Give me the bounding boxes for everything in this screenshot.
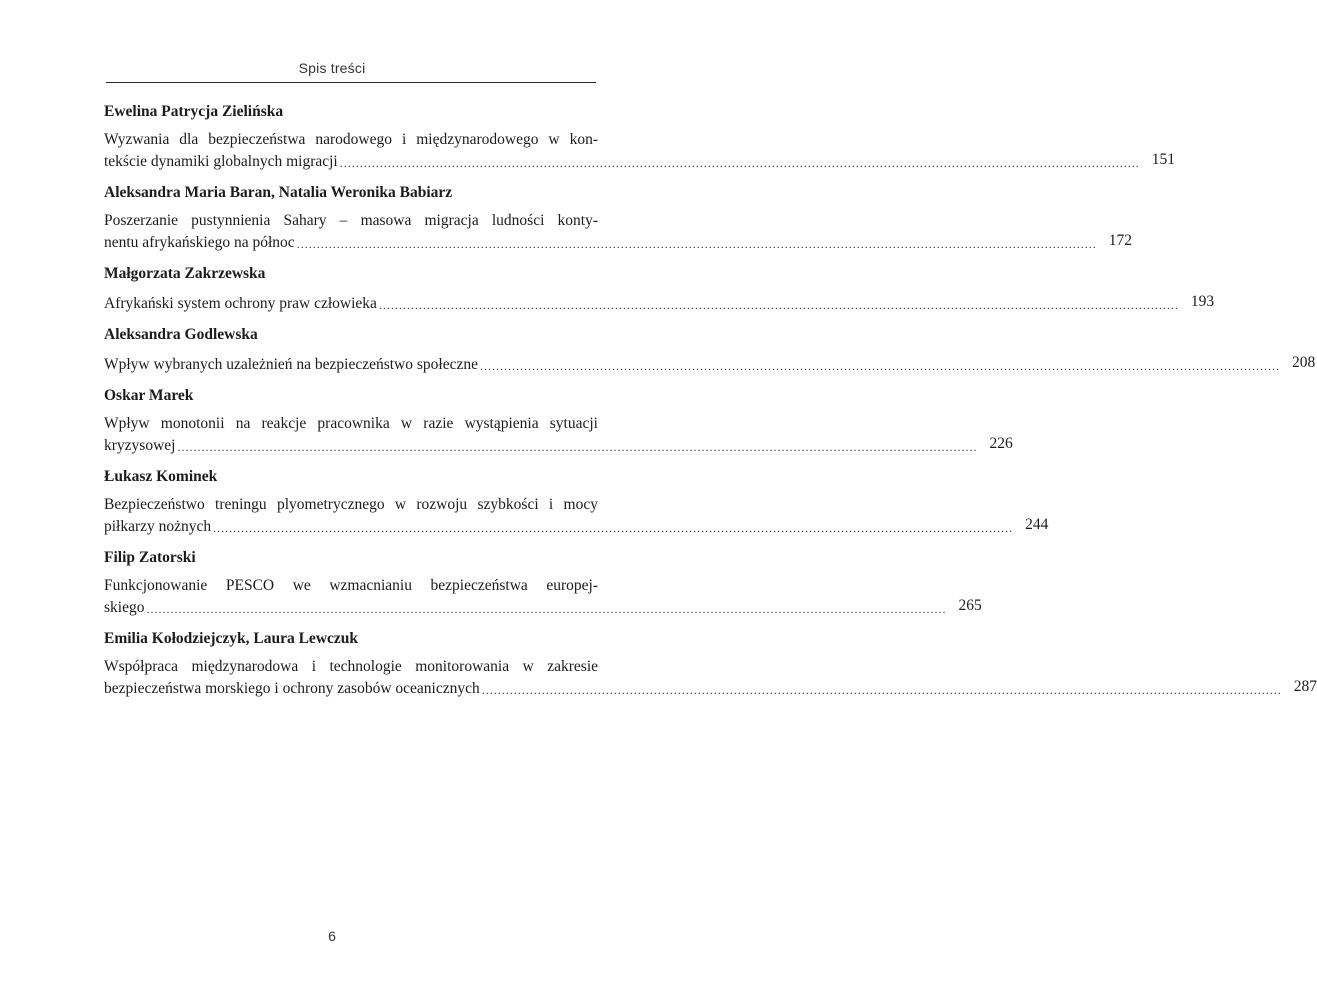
toc-title-line: nentu afrykańskiego na północ	[104, 234, 295, 251]
toc-title-line: skiego	[104, 599, 145, 616]
toc-page-number: 244	[1025, 516, 1049, 533]
toc-author: Ewelina Patrycja Zielińska	[104, 103, 284, 120]
toc-title-line: Współpraca międzynarodowa i technologie monitorowania w zakresie	[104, 658, 598, 675]
dot-leader: ........................................................................................................................................................................................................	[296, 237, 1097, 251]
toc-entry	[104, 325, 1316, 375]
toc-entry	[104, 467, 1049, 537]
toc-entry	[104, 548, 982, 618]
toc-title-line: Wyzwania dla bezpieczeństwa narodowego i międzynarodowego w kon-	[104, 131, 598, 148]
toc-title-last-line	[104, 596, 982, 618]
toc-author: Aleksandra Godlewska	[104, 326, 258, 343]
dot-leader: ........................................................................................................................................................................................................	[339, 156, 1140, 170]
toc-author: Małgorzata Zakrzewska	[104, 265, 266, 282]
toc-page-number: 226	[989, 435, 1013, 452]
toc-title-line: piłkarzy nożnych	[104, 518, 212, 535]
table-of-contents	[104, 94, 1317, 710]
toc-title-last-line	[104, 434, 1013, 456]
toc-title-line: Wpływ monotonii na reakcje pracownika w razie wystąpienia sytuacji	[104, 415, 598, 432]
toc-title-line: bezpieczeństwa morskiego i ochrony zasobów oceanicznych	[104, 680, 480, 697]
toc-title-last-line	[104, 150, 1175, 172]
toc-title-line: Afrykański system ochrony praw człowieka	[104, 295, 377, 312]
toc-title-line: Funkcjonowanie PESCO we wzmacnianiu bezpieczeństwa europej-	[104, 577, 598, 594]
toc-entry	[104, 629, 1317, 699]
toc-title-line: kryzysowej	[104, 437, 176, 454]
toc-title-line: tekście dynamiki globalnych migracji	[104, 153, 338, 170]
dot-leader: ........................................................................................................................................................................................................	[177, 440, 978, 454]
toc-page-number: 265	[958, 597, 982, 614]
dot-leader: ........................................................................................................................................................................................................	[213, 521, 1014, 535]
toc-entry	[104, 183, 1132, 253]
toc-title-line: Wpływ wybranych uzależnień na bezpieczeństwo społeczne	[104, 356, 478, 373]
toc-entry	[104, 102, 1175, 172]
page-number: 6	[328, 928, 336, 944]
toc-author: Filip Zatorski	[104, 549, 196, 566]
toc-author: Emilia Kołodziejczyk, Laura Lewczuk	[104, 630, 359, 647]
toc-title-last-line	[104, 353, 1316, 375]
toc-page-number: 193	[1190, 293, 1215, 310]
dot-leader: ........................................................................................................................................................................................................	[479, 359, 1280, 373]
running-header-title: Spis treści	[298, 60, 366, 76]
toc-author: Aleksandra Maria Baran, Natalia Weronika Babiarz	[104, 184, 453, 201]
dot-leader: ........................................................................................................................................................................................................	[378, 298, 1179, 312]
toc-author: Łukasz Kominek	[104, 468, 218, 485]
toc-page-number: 208	[1291, 354, 1316, 371]
dot-leader: ........................................................................................................................................................................................................	[481, 683, 1282, 697]
toc-author: Oskar Marek	[104, 387, 194, 404]
dot-leader: ........................................................................................................................................................................................................	[146, 602, 947, 616]
toc-page-number: 172	[1108, 232, 1132, 249]
toc-title-last-line	[104, 677, 1317, 699]
toc-page-number: 287	[1293, 678, 1317, 695]
toc-title-last-line	[104, 231, 1132, 253]
toc-title-last-line	[104, 292, 1215, 314]
header-rule	[106, 82, 596, 83]
toc-title-line: Poszerzanie pustynnienia Sahary – masowa migracja ludności konty-	[104, 212, 598, 229]
toc-title-line: Bezpieczeństwo treningu plyometrycznego w rozwoju szybkości i mocy	[104, 496, 598, 513]
toc-entry	[104, 386, 1013, 456]
toc-title-last-line	[104, 515, 1049, 537]
toc-page-number: 151	[1151, 151, 1175, 168]
toc-entry	[104, 264, 1215, 314]
